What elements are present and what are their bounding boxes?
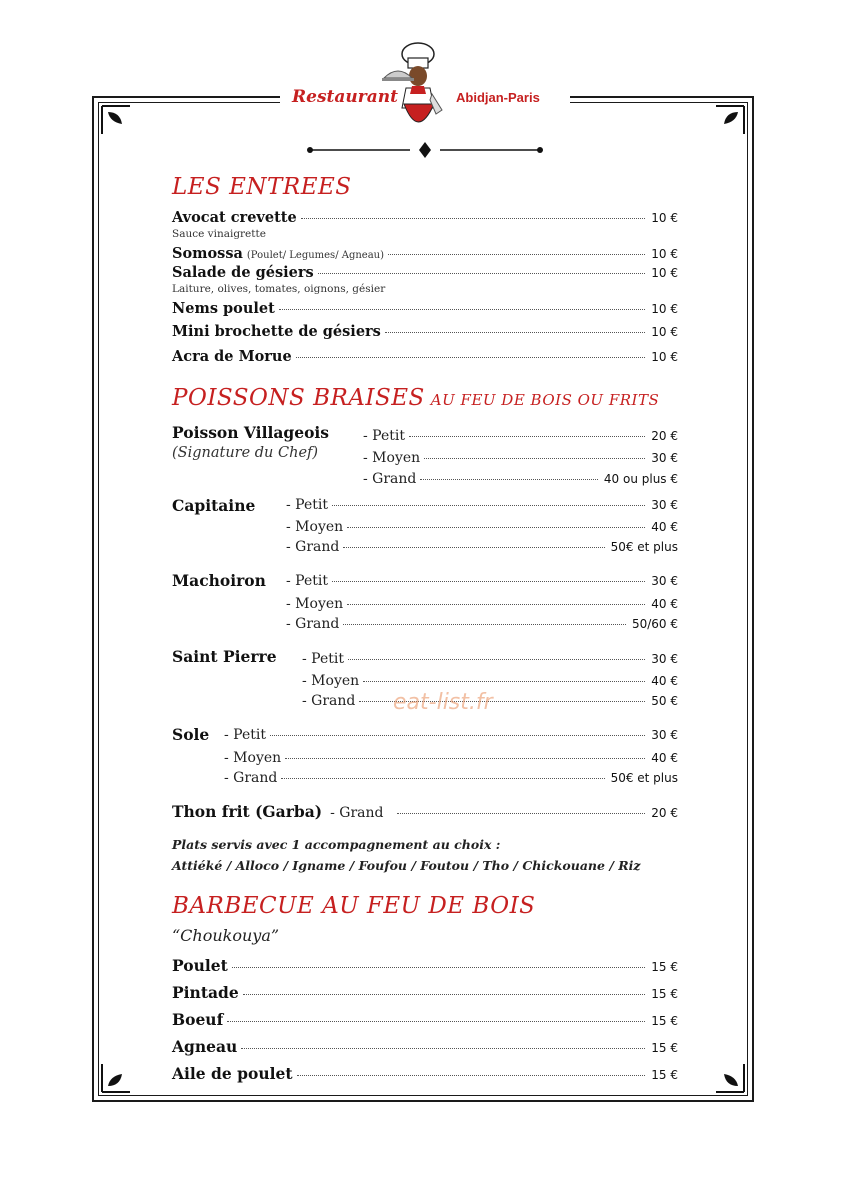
menu-item bbox=[172, 348, 678, 365]
item-note: Sauce vinaigrette bbox=[172, 228, 266, 240]
dot-leader bbox=[279, 308, 645, 310]
size-price: 30 € bbox=[651, 574, 678, 588]
item-price: 10 € bbox=[651, 302, 678, 316]
poissons-subtitle: AU FEU DE BOIS OU FRITS bbox=[430, 391, 660, 409]
item-price: 10 € bbox=[651, 325, 678, 339]
size-price: 40 ou plus € bbox=[603, 472, 678, 486]
menu-item bbox=[172, 300, 678, 317]
dot-leader bbox=[332, 580, 645, 582]
size-price: 40 € bbox=[651, 751, 678, 765]
dot-leader bbox=[343, 546, 604, 548]
watermark: eat-list.fr bbox=[393, 690, 493, 715]
size-price: 50€ et plus bbox=[610, 540, 678, 554]
corner-ornament-icon bbox=[100, 1054, 140, 1094]
size-price: 30 € bbox=[651, 728, 678, 742]
menu-item bbox=[172, 209, 678, 226]
dot-leader bbox=[420, 478, 598, 480]
size-row bbox=[286, 519, 678, 535]
dot-leader bbox=[347, 526, 645, 528]
fish-name: Machoiron bbox=[172, 571, 266, 590]
dot-leader bbox=[296, 356, 646, 358]
size-price: 30 € bbox=[651, 451, 678, 465]
menu-item bbox=[172, 264, 678, 281]
size-label: - Moyen bbox=[286, 596, 344, 612]
dot-leader bbox=[343, 623, 626, 625]
menu-item bbox=[172, 956, 678, 975]
fish-name: Capitaine bbox=[172, 496, 256, 515]
fish-name: Thon frit (Garba) bbox=[172, 802, 323, 821]
size-row bbox=[172, 802, 678, 821]
dot-leader bbox=[297, 1074, 646, 1076]
size-label: - Grand bbox=[330, 805, 384, 821]
size-row bbox=[363, 428, 678, 444]
dot-leader bbox=[397, 812, 645, 814]
item-name: Salade de gésiers bbox=[172, 264, 314, 281]
size-price: 30 € bbox=[651, 652, 678, 666]
section-title-barbecue: BARBECUE AU FEU DE BOIS bbox=[172, 893, 536, 919]
size-price: 40 € bbox=[651, 674, 678, 688]
fish-name: Saint Pierre bbox=[172, 647, 277, 666]
size-row bbox=[286, 539, 678, 555]
item-name: Mini brochette de gésiers bbox=[172, 323, 381, 340]
section-title-entrees: LES ENTREES bbox=[172, 174, 352, 200]
size-price: 50/60 € bbox=[631, 617, 678, 631]
size-label: - Grand bbox=[224, 770, 278, 786]
dot-leader bbox=[232, 966, 646, 968]
menu-item bbox=[172, 323, 678, 340]
fish-name: Sole bbox=[172, 725, 210, 744]
menu-item bbox=[172, 983, 678, 1002]
size-price: 30 € bbox=[651, 498, 678, 512]
dot-leader bbox=[348, 658, 645, 660]
size-label: - Grand bbox=[302, 693, 356, 709]
dot-leader bbox=[363, 680, 645, 682]
item-name: Somossa bbox=[172, 245, 243, 262]
dot-leader bbox=[270, 734, 645, 736]
size-label: - Grand bbox=[363, 471, 417, 487]
item-price: 15 € bbox=[651, 1014, 678, 1028]
item-name: Avocat crevette bbox=[172, 209, 297, 226]
dot-leader bbox=[347, 603, 645, 605]
section-title-poissons bbox=[172, 385, 659, 411]
barbecue-subtitle: “Choukouya” bbox=[172, 926, 280, 945]
item-name: Aile de poulet bbox=[172, 1064, 293, 1083]
fish-subtitle: (Signature du Chef) bbox=[172, 445, 319, 461]
accompaniment-list: Attiéké / Alloco / Igname / Foufou / Foutou / Tho / Chickouane / Riz bbox=[172, 858, 641, 873]
size-row bbox=[286, 497, 678, 513]
dot-leader bbox=[243, 993, 646, 995]
dot-leader bbox=[227, 1020, 645, 1022]
size-label: - Petit bbox=[302, 651, 344, 667]
menu-item bbox=[172, 1037, 678, 1056]
size-price: 20 € bbox=[651, 429, 678, 443]
size-price: 50 € bbox=[651, 694, 678, 708]
size-price: 40 € bbox=[651, 597, 678, 611]
size-price: 20 € bbox=[651, 806, 678, 820]
size-label: - Petit bbox=[224, 727, 266, 743]
item-name: Nems poulet bbox=[172, 300, 275, 317]
accompaniment-note: Plats servis avec 1 accompagnement au choix : bbox=[172, 837, 501, 852]
brand-restaurant: Restaurant bbox=[292, 87, 398, 107]
corner-ornament-icon bbox=[706, 104, 746, 144]
item-price: 15 € bbox=[651, 960, 678, 974]
size-row bbox=[363, 471, 678, 487]
item-price: 10 € bbox=[651, 211, 678, 225]
size-label: - Moyen bbox=[302, 673, 360, 689]
item-price: 10 € bbox=[651, 247, 678, 261]
item-price: 10 € bbox=[651, 350, 678, 364]
dot-leader bbox=[385, 331, 645, 333]
size-label: - Moyen bbox=[224, 750, 282, 766]
dot-leader bbox=[241, 1047, 645, 1049]
dot-leader bbox=[332, 504, 645, 506]
poissons-title: POISSONS BRAISES bbox=[172, 385, 425, 411]
dot-leader bbox=[301, 217, 646, 219]
item-price: 10 € bbox=[651, 266, 678, 280]
size-row bbox=[302, 673, 678, 689]
dot-leader bbox=[409, 435, 645, 437]
size-price: 40 € bbox=[651, 520, 678, 534]
size-label: - Grand bbox=[286, 616, 340, 632]
size-label: - Petit bbox=[286, 497, 328, 513]
item-price: 15 € bbox=[651, 1068, 678, 1082]
dot-leader bbox=[281, 777, 604, 779]
item-name: Boeuf bbox=[172, 1010, 224, 1029]
item-name: Poulet bbox=[172, 956, 228, 975]
corner-ornament-icon bbox=[706, 1054, 746, 1094]
size-row bbox=[224, 750, 678, 766]
dot-leader bbox=[424, 457, 645, 459]
item-price: 15 € bbox=[651, 987, 678, 1001]
brand-abidjan-paris: Abidjan-Paris bbox=[456, 90, 540, 105]
dot-leader bbox=[388, 253, 645, 255]
size-price: 50€ et plus bbox=[610, 771, 678, 785]
menu-item bbox=[172, 1064, 678, 1083]
dot-leader bbox=[285, 757, 645, 759]
item-price: 15 € bbox=[651, 1041, 678, 1055]
size-row bbox=[224, 727, 678, 743]
item-name: Agneau bbox=[172, 1037, 238, 1056]
size-label: - Petit bbox=[363, 428, 405, 444]
size-label: - Petit bbox=[286, 573, 328, 589]
corner-ornament-icon bbox=[100, 104, 140, 144]
chef-logo-icon bbox=[376, 40, 460, 136]
item-note: Laiture, olives, tomates, oignons, gésier bbox=[172, 283, 386, 295]
size-row bbox=[286, 616, 678, 632]
size-row bbox=[286, 596, 678, 612]
menu-item bbox=[172, 1010, 678, 1029]
dot-leader bbox=[318, 272, 646, 274]
menu-item bbox=[172, 245, 678, 262]
divider-ornament-icon bbox=[300, 140, 550, 160]
size-label: - Moyen bbox=[363, 450, 421, 466]
size-label: - Grand bbox=[286, 539, 340, 555]
item-name: Pintade bbox=[172, 983, 239, 1002]
size-row bbox=[302, 651, 678, 667]
size-label: - Moyen bbox=[286, 519, 344, 535]
size-row bbox=[363, 450, 678, 466]
fish-name: Poisson Villageois bbox=[172, 423, 330, 442]
size-row bbox=[286, 573, 678, 589]
item-name: Acra de Morue bbox=[172, 348, 292, 365]
item-variants: (Poulet/ Legumes/ Agneau) bbox=[246, 250, 385, 261]
size-row bbox=[224, 770, 678, 786]
